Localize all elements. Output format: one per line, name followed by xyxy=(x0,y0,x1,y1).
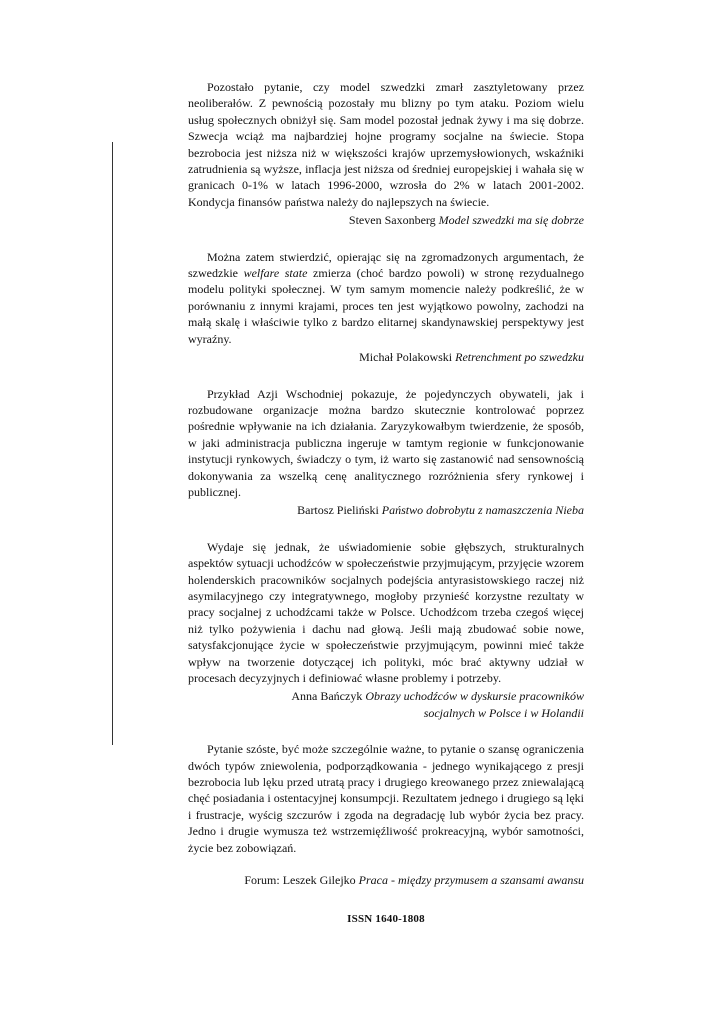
quote-author: Michał Polakowski xyxy=(359,350,453,365)
quote-text: Pytanie szóste, być może szczególnie ważne, to pytanie o szansę ograniczenia dwóch typów zniewolenia, podporządkowania - jednego wynikającego z presji bezrobocia lub lęku przed utratą pracy i drugiego kreowanego przez zniewalającą chęć posiadania i ostentacyjnej konsumpcji. Rezultatem jednego i drugiego są lęki i frustracje, wyścig szczurów i zgoda na degradację lub wybór życia bez pracy. Jedno i drugie wymusza też wstrzemięźliwość prokreacyjną, wybór samotności, życie bez zobowiązań. xyxy=(188,742,584,855)
quote-saxonberg xyxy=(188,79,584,229)
quote-author: Bartosz Pieliński xyxy=(297,503,379,518)
quote-attribution xyxy=(188,349,584,365)
quote-title: Retrenchment po szwedzku xyxy=(455,350,584,365)
forum-attribution xyxy=(188,872,584,888)
quote-title: Model szwedzki ma się dobrze xyxy=(438,213,584,228)
quote-gilejko xyxy=(188,741,584,856)
quote-text-part: zmierza (choć bardzo powoli) w stronę rezydualnego modelu polityki społecznej. W tym samym momencie należy podkreślić, że w porównaniu z innymi krajami, proces ten jest wyjątkowo powolny, zachodzi na małą skalę i właściwie tylko z bardzo elitarnej skandynawskiej perspektywy jest wyraźny. xyxy=(188,266,584,346)
quote-pielinski xyxy=(188,386,584,519)
quote-author: Anna Bańczyk xyxy=(291,689,363,704)
quote-title: Obrazy uchodźców w dyskursie pracowników xyxy=(365,689,584,704)
quotes-column xyxy=(188,79,584,928)
margin-rule xyxy=(112,142,113,745)
quote-title: Państwo dobrobytu z namaszczenia Nieba xyxy=(381,503,584,518)
issn-number: ISSN 1640-1808 xyxy=(347,913,425,926)
quote-text xyxy=(188,249,584,347)
quote-text-italic: welfare state xyxy=(243,266,308,281)
quote-attribution xyxy=(188,688,584,721)
quote-banczyk xyxy=(188,539,584,721)
quote-text: Przykład Azji Wschodniej pokazuje, że pojedynczych obywateli, jak i rozbudowane organizacje można bardzo skutecznie kontrolować poprzez pośrednie wpływanie na ich działania. Zaryzykowałbym twierdzenie, że sposób, w jaki administracja publiczna ingeruje w tamtym regionie w funkcjonowanie instytucji rynkowych, świadczy o tym, iż warto się zastanowić nad sensownością dokonywania za wszelką cenę analitycznego rozróżnienia sfery rynkowej i publicznej. xyxy=(188,386,584,499)
quote-attribution xyxy=(188,212,584,228)
quote-author: Steven Saxonberg xyxy=(348,213,436,228)
quote-polakowski xyxy=(188,249,584,366)
quote-attribution xyxy=(188,502,584,518)
quote-text: Wydaje się jednak, że uświadomienie sobie głębszych, strukturalnych aspektów sytuacji uchodźców w społeczeństwie przyjmującym, przyjęcie wzorem holenderskich pracowników socjalnych podejścia antyrasistowskiego raczej niż asymilacyjnego czy integratywnego, mogłoby przynieść korzystne rezultaty w pracy socjalnej z uchodźcami także w Polsce. Uchodźcom trzeba czegoś więcej niż tylko pożywienia i dachu nad głową. Jeśli mają zbudować sobie nowe, satysfakcjonujące życie w społeczeństwie przyjmującym, powinni mieć także wpływ na tworzenie dotyczącej ich polityki, móc brać aktywny udział w procesach decyzyjnych i definiować własne problemy i potrzeby. xyxy=(188,539,584,685)
forum-prefix: Forum: Leszek Gilejko xyxy=(244,873,356,888)
forum-title: Praca - między przymusem a szansami awansu xyxy=(358,873,584,888)
quote-title: socjalnych w Polsce i w Holandii xyxy=(423,705,584,720)
quote-text-part: Można zatem stwierdzić, opierając się na zgromadzonych argumentach, że szwedzkie xyxy=(188,249,584,281)
quote-text: Pozostało pytanie, czy model szwedzki zmarł zasztyletowany przez neoliberałów. Z pewnością pozostały mu blizny po tym ataku. Poziom wielu usług społecznych obniżył się. Sam model pozostał jednak żywy i ma się dobrze. Szwecja wciąż ma najbardziej hojne programy socjalne na świecie. Stopa bezrobocia jest niższa niż w większości krajów uprzemysłowionych, wskaźniki zatrudnienia są wyższe, inflacja jest niższa od średniej europejskiej i wahała się w granicach 0-1% w latach 1996-2000, wzrosła do 2% w latach 2001-2002. Kondycja finansów państwa należy do najlepszych na świecie. xyxy=(188,80,584,209)
